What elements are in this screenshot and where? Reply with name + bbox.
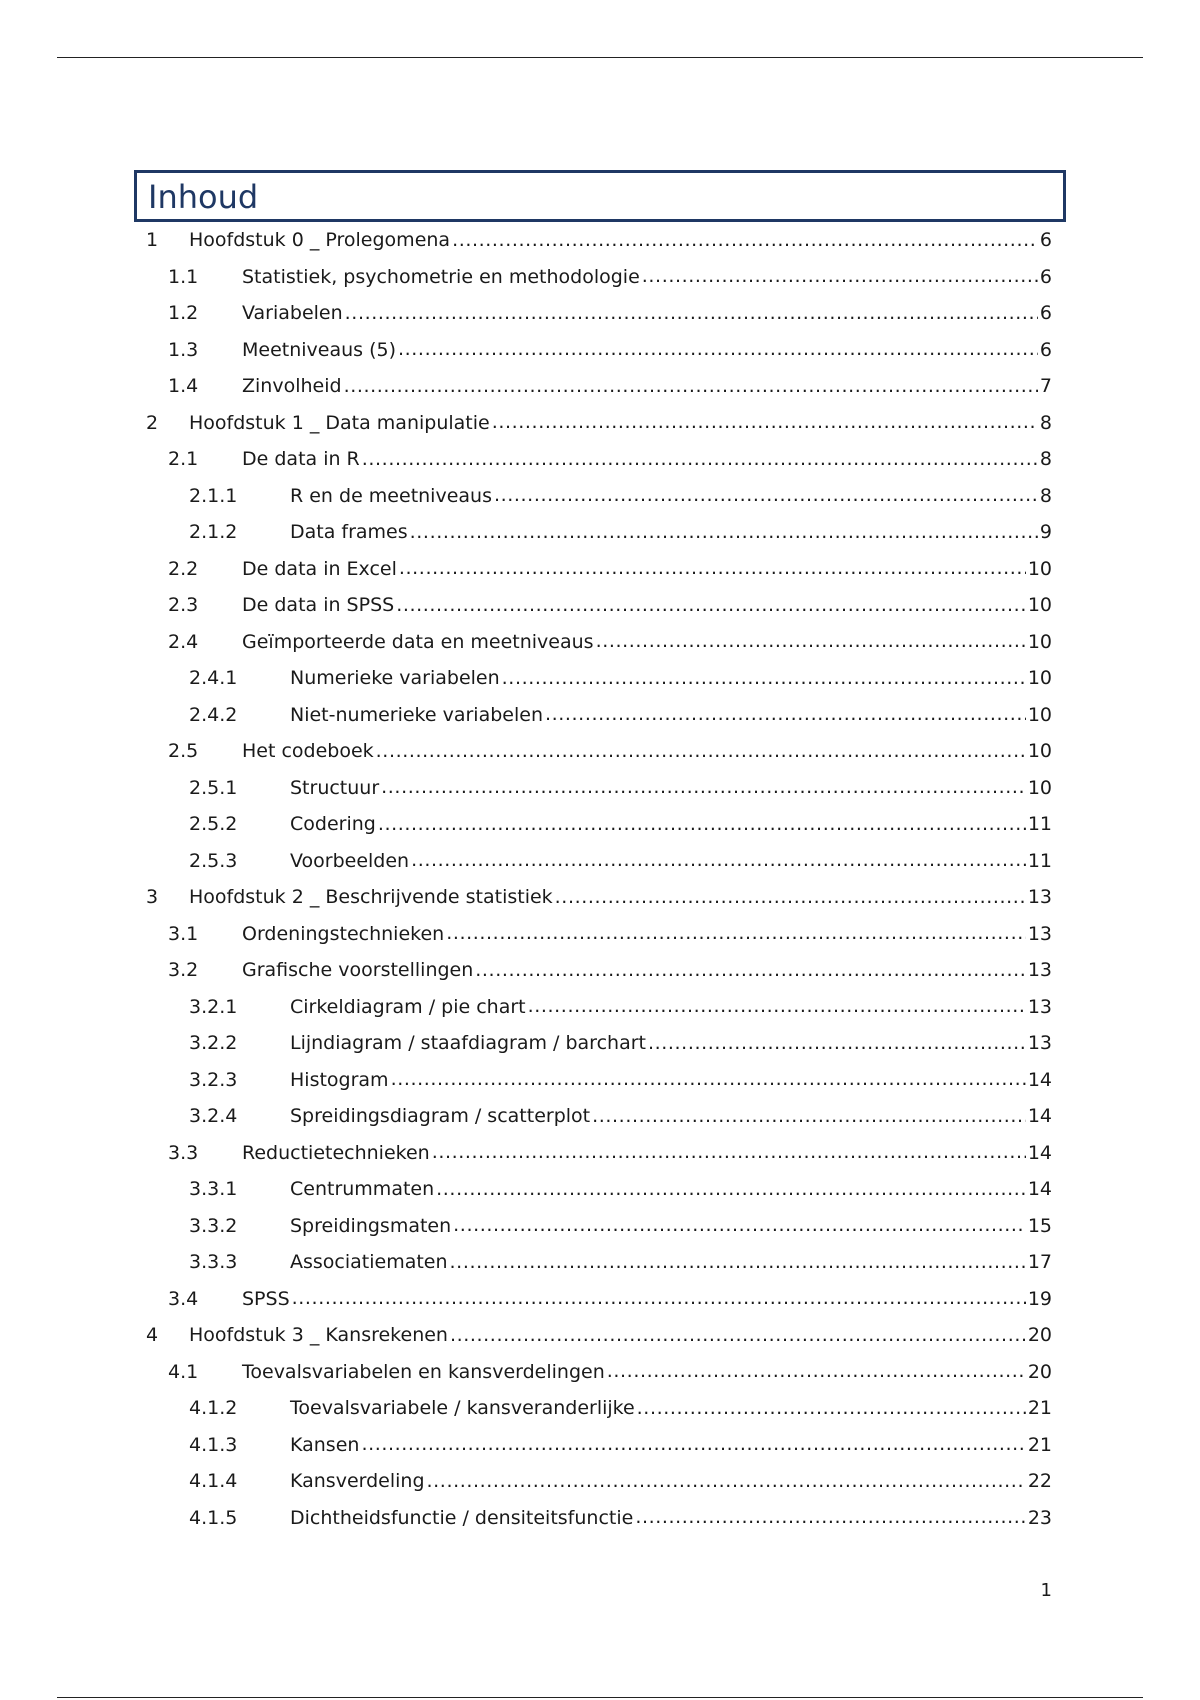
toc-entry-number: 2.1	[168, 448, 199, 471]
toc-entry-page: 10	[1027, 776, 1052, 799]
toc-entry-number: 2.5.3	[189, 849, 238, 872]
toc-dot-leader	[436, 1180, 1026, 1199]
toc-entry-title: Geïmporteerde data en meetniveaus	[242, 630, 594, 653]
toc-dot-leader	[607, 1362, 1026, 1381]
toc-entry-title: Het codeboek	[242, 740, 374, 763]
toc-entry-number: 2.5.2	[189, 813, 238, 836]
toc-dot-leader	[345, 304, 1038, 323]
toc-entry[interactable]	[146, 660, 1052, 697]
toc-entry-title: Ordeningstechnieken	[242, 922, 445, 945]
toc-entry-page: 8	[1039, 484, 1052, 507]
toc-dot-leader	[399, 559, 1026, 578]
toc-entry[interactable]	[146, 1098, 1052, 1135]
toc-entry-number: 4.1.4	[189, 1470, 238, 1493]
page-number: 1	[1040, 1580, 1052, 1601]
toc-entry-number: 2.2	[168, 557, 199, 580]
toc-entry-number: 2	[146, 411, 159, 434]
toc-dot-leader	[391, 1070, 1026, 1089]
toc-entry-page: 22	[1027, 1470, 1052, 1493]
toc-dot-leader	[592, 1107, 1026, 1126]
toc-entry-title: Kansen	[290, 1433, 360, 1456]
toc-entry-page: 10	[1027, 703, 1052, 726]
toc-entry-page: 23	[1027, 1506, 1052, 1529]
toc-entry-page: 14	[1027, 1105, 1052, 1128]
toc-dot-leader	[396, 596, 1026, 615]
toc-entry-title: Hoofdstuk 1 _ Data manipulatie	[189, 411, 490, 434]
toc-entry-title: Kansverdeling	[290, 1470, 425, 1493]
toc-entry[interactable]	[146, 879, 1052, 916]
toc-entry-number: 3.2.2	[189, 1032, 238, 1055]
toc-dot-leader	[410, 523, 1038, 542]
toc-entry[interactable]	[146, 624, 1052, 661]
toc-entry-title: Hoofdstuk 2 _ Beschrijvende statistiek	[189, 886, 553, 909]
toc-entry-number: 1.2	[168, 302, 199, 325]
toc-entry-page: 13	[1027, 922, 1052, 945]
toc-entry[interactable]	[146, 1500, 1052, 1537]
toc-dot-leader	[411, 851, 1026, 870]
toc-entry-title: De data in R	[242, 448, 360, 471]
toc-entry-page: 10	[1027, 630, 1052, 653]
toc-entry-page: 13	[1027, 886, 1052, 909]
toc-entry-title: Dichtheidsfunctie / densiteitsfunctie	[290, 1506, 634, 1529]
toc-dot-leader	[361, 1435, 1025, 1454]
toc-dot-leader	[452, 231, 1038, 250]
toc-entry-number: 4.1	[168, 1360, 199, 1383]
toc-entry-title: Codering	[290, 813, 376, 836]
toc-entry-title: Associatiematen	[290, 1251, 448, 1274]
toc-entry-number: 2.1.2	[189, 521, 238, 544]
toc-entry-title: Histogram	[290, 1068, 389, 1091]
toc-entry[interactable]	[146, 916, 1052, 953]
toc-entry-title: Hoofdstuk 0 _ Prolegomena	[189, 229, 451, 252]
toc-entry-title: Variabelen	[242, 302, 343, 325]
toc-dot-leader	[398, 340, 1038, 359]
toc-dot-leader	[635, 1508, 1026, 1527]
toc-entry[interactable]	[146, 259, 1052, 296]
toc-dot-leader	[450, 1253, 1026, 1272]
toc-entry-page: 10	[1027, 740, 1052, 763]
toc-entry-page: 13	[1027, 995, 1052, 1018]
toc-dot-leader	[555, 888, 1026, 907]
toc-entry-number: 3.3.2	[189, 1214, 238, 1237]
toc-entry-page: 9	[1039, 521, 1052, 544]
toc-entry[interactable]	[146, 1317, 1052, 1354]
toc-entry-page: 15	[1027, 1214, 1052, 1237]
toc-entry[interactable]	[146, 1427, 1052, 1464]
toc-dot-leader	[378, 815, 1026, 834]
toc-entry[interactable]	[146, 332, 1052, 369]
toc-entry-page: 11	[1027, 813, 1052, 836]
toc-entry[interactable]	[146, 405, 1052, 442]
toc-entry-page: 13	[1027, 1032, 1052, 1055]
toc-entry-title: Cirkeldiagram / pie chart	[290, 995, 526, 1018]
toc-entry-number: 2.1.1	[189, 484, 238, 507]
toc-entry[interactable]	[146, 441, 1052, 478]
toc-entry-page: 14	[1027, 1068, 1052, 1091]
toc-entry-page: 19	[1027, 1287, 1052, 1310]
toc-dot-leader	[475, 961, 1026, 980]
toc-entry-number: 2.4	[168, 630, 199, 653]
toc-entry-title: Toevalsvariabele / kansveranderlijke	[290, 1397, 635, 1420]
toc-entry[interactable]	[146, 733, 1052, 770]
toc-entry[interactable]	[146, 295, 1052, 332]
toc-entry[interactable]	[146, 770, 1052, 807]
toc-entry-number: 3.3.1	[189, 1178, 238, 1201]
toc-entry[interactable]	[146, 587, 1052, 624]
toc-entry-title: Structuur	[290, 776, 380, 799]
table-of-contents	[146, 222, 1052, 1536]
toc-entry-number: 3.1	[168, 922, 199, 945]
toc-entry-number: 4.1.3	[189, 1433, 238, 1456]
toc-dot-leader	[446, 924, 1026, 943]
toc-entry-title: Reductietechnieken	[242, 1141, 430, 1164]
toc-entry[interactable]	[146, 1135, 1052, 1172]
toc-entry-page: 14	[1027, 1178, 1052, 1201]
toc-entry[interactable]	[146, 1025, 1052, 1062]
toc-entry-page: 21	[1027, 1433, 1052, 1456]
toc-dot-leader	[502, 669, 1026, 688]
toc-dot-leader	[545, 705, 1026, 724]
toc-entry[interactable]	[146, 1208, 1052, 1245]
toc-entry-page: 8	[1039, 448, 1052, 471]
toc-dot-leader	[344, 377, 1038, 396]
toc-heading: Inhoud	[148, 178, 259, 216]
toc-entry[interactable]	[146, 1354, 1052, 1391]
toc-entry-page: 6	[1039, 229, 1052, 252]
header-rule	[57, 57, 1143, 58]
toc-entry[interactable]	[146, 551, 1052, 588]
toc-entry-page: 13	[1027, 959, 1052, 982]
toc-heading-box	[134, 170, 1066, 222]
toc-entry[interactable]	[146, 1062, 1052, 1099]
toc-entry-title: Numerieke variabelen	[290, 667, 500, 690]
toc-dot-leader	[637, 1399, 1026, 1418]
toc-entry-title: Hoofdstuk 3 _ Kansrekenen	[189, 1324, 448, 1347]
toc-entry-title: Niet-numerieke variabelen	[290, 703, 543, 726]
toc-entry-number: 3	[146, 886, 159, 909]
toc-entry-number: 1	[146, 229, 159, 252]
toc-entry[interactable]	[146, 1171, 1052, 1208]
toc-entry[interactable]	[146, 222, 1052, 259]
toc-entry-number: 3.2.4	[189, 1105, 238, 1128]
toc-dot-leader	[494, 486, 1038, 505]
toc-entry-page: 20	[1027, 1360, 1052, 1383]
footer-rule	[57, 1697, 1143, 1698]
toc-entry-number: 2.4.1	[189, 667, 238, 690]
toc-entry-title: Data frames	[290, 521, 408, 544]
toc-entry-page: 10	[1027, 557, 1052, 580]
toc-entry-title: Grafische voorstellingen	[242, 959, 474, 982]
toc-entry-number: 3.2.3	[189, 1068, 238, 1091]
toc-entry-page: 10	[1027, 594, 1052, 617]
toc-dot-leader	[376, 742, 1026, 761]
toc-entry-number: 1.3	[168, 338, 199, 361]
toc-entry-title: R en de meetniveaus	[290, 484, 492, 507]
toc-entry-page: 17	[1027, 1251, 1052, 1274]
toc-dot-leader	[450, 1326, 1026, 1345]
toc-entry-number: 3.4	[168, 1287, 199, 1310]
toc-entry-number: 4	[146, 1324, 159, 1347]
toc-entry[interactable]	[146, 1281, 1052, 1318]
toc-entry-title: Centrummaten	[290, 1178, 435, 1201]
toc-entry-page: 6	[1039, 265, 1052, 288]
toc-entry-page: 10	[1027, 667, 1052, 690]
toc-entry-title: SPSS	[242, 1287, 290, 1310]
toc-entry[interactable]	[146, 514, 1052, 551]
toc-entry-page: 8	[1039, 411, 1052, 434]
toc-entry-number: 4.1.2	[189, 1397, 238, 1420]
toc-entry-page: 20	[1027, 1324, 1052, 1347]
toc-entry-title: Lijndiagram / staafdiagram / barchart	[290, 1032, 646, 1055]
toc-entry-number: 3.2	[168, 959, 199, 982]
toc-entry-number: 3.3	[168, 1141, 199, 1164]
toc-entry-number: 3.3.3	[189, 1251, 238, 1274]
toc-entry[interactable]	[146, 952, 1052, 989]
toc-dot-leader	[432, 1143, 1026, 1162]
toc-dot-leader	[427, 1472, 1026, 1491]
toc-entry-title: Spreidingsmaten	[290, 1214, 452, 1237]
toc-entry-number: 2.4.2	[189, 703, 238, 726]
toc-entry-number: 2.5.1	[189, 776, 238, 799]
toc-dot-leader	[648, 1034, 1026, 1053]
toc-dot-leader	[528, 997, 1026, 1016]
toc-entry[interactable]	[146, 843, 1052, 880]
toc-entry[interactable]	[146, 989, 1052, 1026]
toc-entry-page: 21	[1027, 1397, 1052, 1420]
toc-dot-leader	[492, 413, 1038, 432]
toc-dot-leader	[596, 632, 1026, 651]
toc-dot-leader	[362, 450, 1038, 469]
toc-entry-number: 2.5	[168, 740, 199, 763]
toc-entry[interactable]	[146, 1463, 1052, 1500]
toc-entry-page: 7	[1039, 375, 1052, 398]
toc-entry[interactable]	[146, 806, 1052, 843]
toc-entry-title: Spreidingsdiagram / scatterplot	[290, 1105, 591, 1128]
toc-entry-number: 3.2.1	[189, 995, 238, 1018]
toc-dot-leader	[453, 1216, 1026, 1235]
toc-entry-number: 1.1	[168, 265, 199, 288]
toc-entry-title: Meetniveaus (5)	[242, 338, 397, 361]
toc-entry-title: Zinvolheid	[242, 375, 342, 398]
toc-entry-title: De data in Excel	[242, 557, 397, 580]
toc-entry-title: Voorbeelden	[290, 849, 410, 872]
toc-entry-title: Statistiek, psychometrie en methodologie	[242, 265, 640, 288]
toc-entry-title: De data in SPSS	[242, 594, 395, 617]
toc-dot-leader	[381, 778, 1026, 797]
toc-entry-number: 1.4	[168, 375, 199, 398]
toc-entry-page: 6	[1039, 302, 1052, 325]
toc-entry[interactable]	[146, 697, 1052, 734]
toc-entry-page: 14	[1027, 1141, 1052, 1164]
toc-entry-number: 4.1.5	[189, 1506, 238, 1529]
toc-entry-number: 2.3	[168, 594, 199, 617]
toc-entry-title: Toevalsvariabelen en kansverdelingen	[242, 1360, 605, 1383]
toc-entry[interactable]	[146, 1390, 1052, 1427]
toc-entry-page: 11	[1027, 849, 1052, 872]
toc-dot-leader	[292, 1289, 1026, 1308]
toc-dot-leader	[642, 267, 1038, 286]
toc-entry[interactable]	[146, 1244, 1052, 1281]
toc-entry[interactable]	[146, 478, 1052, 515]
toc-entry-page: 6	[1039, 338, 1052, 361]
toc-entry[interactable]	[146, 368, 1052, 405]
